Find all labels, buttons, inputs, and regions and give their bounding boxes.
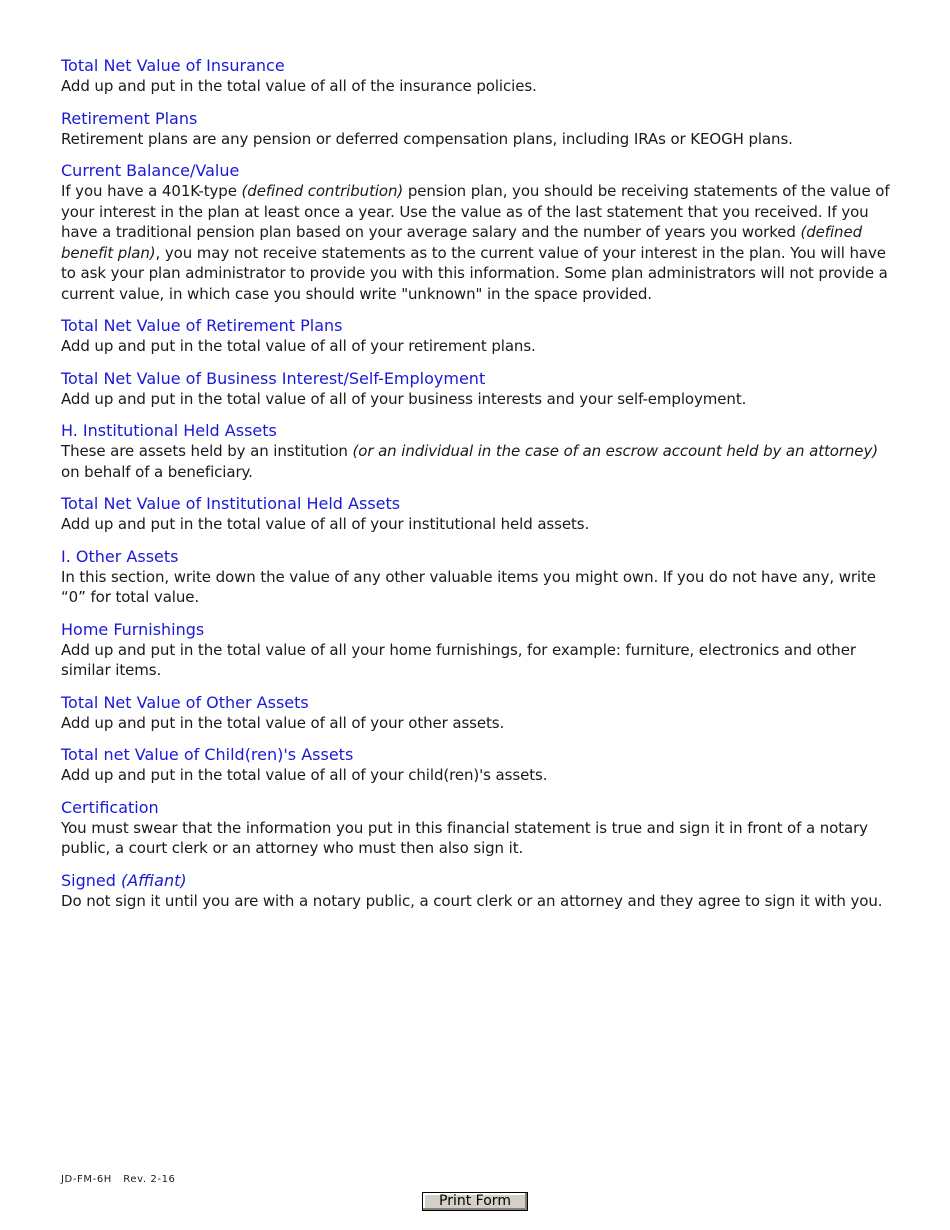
section-body: Add up and put in the total value of all your home furnishings, for example: furniture, electronics and other similar items. bbox=[61, 640, 856, 679]
body-text: on behalf of a beneficiary. bbox=[61, 462, 253, 481]
section-body: In this section, write down the value of any other valuable items you might own. If you do not have any, write “0” for total value. bbox=[61, 567, 876, 606]
section-body: Do not sign it until you are with a notary public, a court clerk or an attorney and they agree to sign it with you. bbox=[61, 891, 883, 910]
section-current-balance bbox=[61, 161, 895, 304]
section-body: Add up and put in the total value of all of the insurance policies. bbox=[61, 77, 537, 95]
section-heading: Total Net Value of Insurance bbox=[61, 56, 285, 75]
section-business-total bbox=[61, 369, 895, 410]
body-italic-text: (defined contribution) bbox=[241, 182, 404, 200]
section-insurance-total bbox=[61, 56, 895, 97]
body-italic-text: (defined benefit plan) bbox=[61, 223, 863, 262]
section-heading: Home Furnishings bbox=[61, 619, 205, 639]
section-other-total bbox=[61, 693, 895, 734]
section-children-total bbox=[61, 745, 895, 786]
section-retirement-total bbox=[61, 316, 895, 357]
body-text: , you may not receive statements as to the current value of your interest in the plan. You will have to ask your plan administrator to provide you with this information. Some plan administrators will not provide a current value, in which case you should write "unknown" in the space provided. bbox=[61, 243, 888, 303]
section-heading: I. Other Assets bbox=[61, 546, 179, 566]
heading-italic-text: (Affiant) bbox=[120, 870, 187, 890]
section-heading: Total Net Value of Business Interest/Self-Employment bbox=[61, 368, 486, 388]
section-body bbox=[61, 441, 895, 482]
section-body bbox=[61, 181, 895, 304]
section-heading: Total net Value of Child(ren)'s Assets bbox=[61, 745, 354, 764]
body-italic-text: (or an individual in the case of an escrow account held by an attorney) bbox=[352, 442, 878, 460]
instructions-content bbox=[61, 56, 895, 923]
section-institutional-assets bbox=[61, 421, 895, 482]
section-body: Add up and put in the total value of all of your retirement plans. bbox=[61, 337, 536, 355]
heading-text: Signed bbox=[61, 870, 121, 890]
section-heading: Current Balance/Value bbox=[61, 161, 240, 180]
section-heading: Retirement Plans bbox=[61, 108, 198, 128]
section-body: Retirement plans are any pension or deferred compensation plans, including IRAs or KEOGH plans. bbox=[61, 129, 793, 148]
body-text: These are assets held by an institution bbox=[61, 442, 353, 460]
section-heading: Total Net Value of Other Assets bbox=[61, 692, 309, 712]
section-body: Add up and put in the total value of all of your institutional held assets. bbox=[61, 515, 590, 533]
section-body: Add up and put in the total value of all of your other assets. bbox=[61, 713, 505, 732]
section-body: You must swear that the information you put in this financial statement is true and sign it in front of a notary public, a court clerk or an attorney who must then also sign it. bbox=[61, 818, 868, 857]
section-heading: Total Net Value of Institutional Held Assets bbox=[61, 494, 401, 513]
section-other-assets bbox=[61, 547, 895, 608]
body-text: pension plan, you should be receiving statements of the value of your interest in the plan at least once a year. Use the value as of the last statement that you received. If you have a traditional pension plan based on your average salary and the number of years you worked bbox=[61, 182, 890, 241]
print-form-button[interactable]: Print Form bbox=[422, 1192, 528, 1211]
section-heading: H. Institutional Held Assets bbox=[61, 421, 277, 440]
section-body: Add up and put in the total value of all of your business interests and your self-employment. bbox=[61, 389, 747, 408]
section-retirement-plans bbox=[61, 109, 895, 150]
body-text: If you have a 401K-type bbox=[61, 182, 242, 200]
form-code: JD-FM-6H Rev. 2-16 bbox=[61, 1174, 176, 1185]
section-body: Add up and put in the total value of all of your child(ren)'s assets. bbox=[61, 766, 548, 784]
section-certification bbox=[61, 798, 895, 859]
section-heading bbox=[61, 871, 895, 891]
section-signed bbox=[61, 871, 895, 912]
section-home-furnishings bbox=[61, 620, 895, 681]
section-heading: Total Net Value of Retirement Plans bbox=[61, 316, 343, 335]
section-heading: Certification bbox=[61, 797, 159, 817]
section-institutional-total bbox=[61, 494, 895, 535]
